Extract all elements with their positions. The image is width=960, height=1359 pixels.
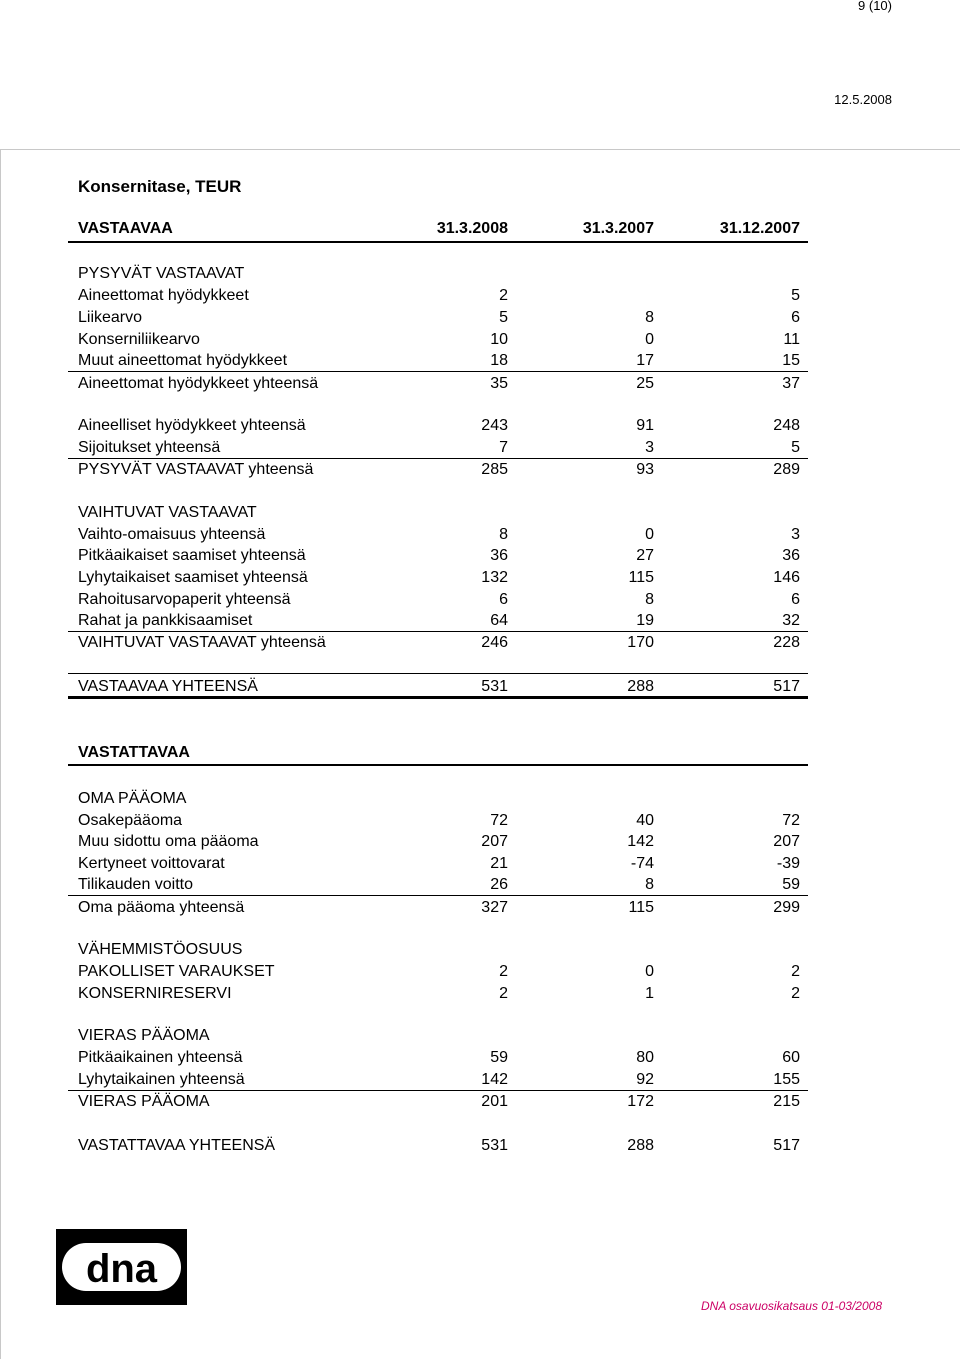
table-row — [78, 983, 808, 1005]
table-row — [78, 831, 808, 853]
row-value-2: 8 — [645, 591, 654, 608]
row-value-3: 37 — [782, 375, 800, 392]
row-label: Muut aineettomat hyödykkeet — [78, 352, 288, 369]
row-value-3: 11 — [783, 331, 800, 348]
section-heading — [78, 1025, 808, 1047]
row-value-2: 93 — [636, 461, 654, 478]
table-row — [78, 810, 808, 832]
debt-heading: VIERAS PÄÄOMA — [78, 1027, 210, 1044]
row-value-1: 36 — [490, 547, 508, 564]
row-value-2: 172 — [627, 1093, 654, 1110]
table-row — [78, 437, 808, 459]
table-header — [78, 218, 808, 240]
row-value-3: 517 — [773, 1137, 800, 1154]
row-value-1: 26 — [490, 876, 508, 893]
row-value-3: 2 — [791, 963, 800, 980]
row-label: Aineettomat hyödykkeet yhteensä — [78, 375, 319, 392]
row-label: VASTATTAVAA YHTEENSÄ — [78, 1137, 276, 1154]
row-value-2: 0 — [645, 331, 654, 348]
row-value-2: 170 — [627, 634, 654, 651]
header-label: VASTAAVAA — [78, 220, 173, 237]
current-assets-heading: VAIHTUVAT VASTAAVAT — [78, 504, 257, 521]
row-value-1: 21 — [490, 855, 508, 872]
total-row — [78, 676, 808, 698]
row-value-1: 531 — [481, 1137, 508, 1154]
row-label: Kertyneet voittovarat — [78, 855, 225, 872]
logo-text: dna — [85, 1247, 158, 1291]
row-value-3: 3 — [791, 526, 800, 543]
section-heading — [78, 939, 808, 961]
row-value-3: 72 — [782, 812, 800, 829]
row-value-1: 6 — [499, 591, 508, 608]
row-label: Aineettomat hyödykkeet — [78, 287, 249, 304]
row-value-2: 17 — [636, 352, 654, 369]
table-row — [78, 524, 808, 546]
table-row — [78, 329, 808, 351]
row-value-3: 15 — [782, 352, 800, 369]
row-label: Pitkäaikaiset saamiset yhteensä — [78, 547, 306, 564]
row-value-2: 1 — [645, 985, 654, 1002]
table-row — [78, 415, 808, 437]
header-rule — [68, 764, 808, 766]
header-col-1: 31.3.2008 — [436, 220, 508, 237]
row-value-2: 91 — [636, 417, 654, 434]
minority-heading: VÄHEMMISTÖOSUUS — [78, 941, 243, 958]
row-value-1: 72 — [490, 812, 508, 829]
row-value-3: 215 — [773, 1093, 800, 1110]
row-value-1: 207 — [481, 833, 508, 850]
total-rule-top — [68, 673, 808, 674]
row-value-3: 207 — [773, 833, 800, 850]
section-heading — [78, 788, 808, 810]
row-label: Sijoitukset yhteensä — [78, 439, 221, 456]
row-value-1: 5 — [499, 309, 508, 326]
row-value-1: 18 — [490, 352, 508, 369]
row-label: Konserniliikearvo — [78, 331, 200, 348]
row-label: Osakepääoma — [78, 812, 183, 829]
row-value-2: 92 — [636, 1071, 654, 1088]
footer-text: DNA osavuosikatsaus 01-03/2008 — [701, 1299, 882, 1313]
row-label: Lyhytaikainen yhteensä — [78, 1071, 245, 1088]
table-row — [78, 567, 808, 589]
subtotal-row — [78, 373, 808, 395]
row-value-3: 5 — [791, 287, 800, 304]
row-label: Tilikauden voitto — [78, 876, 194, 893]
table-row — [78, 350, 808, 372]
row-label: Aineelliset hyödykkeet yhteensä — [78, 417, 306, 434]
total-row — [78, 1135, 808, 1157]
row-value-1: 531 — [481, 678, 508, 695]
row-value-2: 40 — [636, 812, 654, 829]
subtotal-row — [78, 1091, 808, 1113]
row-value-1: 243 — [481, 417, 508, 434]
row-value-1: 7 — [499, 439, 508, 456]
table-row — [78, 961, 808, 983]
row-value-1: 142 — [481, 1071, 508, 1088]
row-value-1: 2 — [499, 287, 508, 304]
total-rule-bottom — [68, 696, 808, 699]
subtotal-row — [78, 897, 808, 919]
subtotal-rule — [68, 371, 808, 372]
row-value-3: 36 — [782, 547, 800, 564]
row-value-3: 248 — [773, 417, 800, 434]
row-label: VASTAAVAA YHTEENSÄ — [78, 678, 258, 695]
row-label: Pitkäaikainen yhteensä — [78, 1049, 243, 1066]
row-value-3: 5 — [791, 439, 800, 456]
row-value-3: 517 — [773, 678, 800, 695]
row-label: Rahat ja pankkisaamiset — [78, 612, 253, 629]
row-value-2: 25 — [636, 375, 654, 392]
table-row — [78, 853, 808, 875]
row-value-3: 60 — [782, 1049, 800, 1066]
row-value-3: 146 — [773, 569, 800, 586]
row-value-2: 115 — [628, 899, 654, 916]
page-number: 9 (10) — [858, 0, 892, 13]
table-row — [78, 589, 808, 611]
liabilities-heading: VASTATTAVAA — [78, 744, 190, 761]
equity-heading: OMA PÄÄOMA — [78, 790, 187, 807]
section-heading — [78, 263, 808, 285]
header-rule — [68, 241, 808, 243]
subtotal-row — [78, 459, 808, 481]
row-value-3: 32 — [782, 612, 800, 629]
row-value-2: -74 — [630, 855, 654, 872]
row-value-1: 35 — [490, 375, 508, 392]
row-value-3: 228 — [773, 634, 800, 651]
table-row — [78, 285, 808, 307]
row-value-1: 64 — [490, 612, 508, 629]
row-value-2: 0 — [645, 526, 654, 543]
row-label: Oma pääoma yhteensä — [78, 899, 245, 916]
row-value-2: 288 — [627, 678, 654, 695]
dna-logo — [56, 1229, 187, 1305]
row-value-1: 285 — [481, 461, 508, 478]
row-value-2: 27 — [636, 547, 654, 564]
table-row — [78, 545, 808, 567]
row-value-1: 2 — [499, 985, 508, 1002]
row-value-3: 6 — [791, 591, 800, 608]
table-row — [78, 610, 808, 632]
subtotal-rule — [68, 895, 808, 896]
row-value-1: 327 — [481, 899, 508, 916]
row-label: VIERAS PÄÄOMA — [78, 1093, 210, 1110]
header-col-2: 31.3.2007 — [582, 220, 654, 237]
row-label: Muu sidottu oma pääoma — [78, 833, 259, 850]
dna-logo-mark — [56, 1229, 187, 1305]
liabilities-header — [78, 742, 808, 764]
row-value-3: 289 — [773, 461, 800, 478]
row-value-1: 8 — [499, 526, 508, 543]
row-label: Liikearvo — [78, 309, 143, 326]
row-value-2: 142 — [627, 833, 654, 850]
row-value-2: 115 — [628, 569, 654, 586]
row-value-2: 80 — [636, 1049, 654, 1066]
row-label: Vaihto-omaisuus yhteensä — [78, 526, 266, 543]
table-row — [78, 307, 808, 329]
row-value-3: 2 — [791, 985, 800, 1002]
row-value-1: 246 — [481, 634, 508, 651]
row-label: VAIHTUVAT VASTAAVAT yhteensä — [78, 634, 326, 651]
table-row — [78, 1047, 808, 1069]
row-value-3: -39 — [776, 855, 800, 872]
row-value-3: 59 — [782, 876, 800, 893]
row-value-1: 2 — [499, 963, 508, 980]
table-row — [78, 874, 808, 896]
row-value-1: 10 — [490, 331, 508, 348]
row-label: PYSYVÄT VASTAAVAT yhteensä — [78, 461, 314, 478]
row-value-2: 8 — [645, 309, 654, 326]
frame-line-top — [0, 149, 960, 150]
table-row — [78, 1069, 808, 1091]
row-value-1: 59 — [490, 1049, 508, 1066]
page-title: Konsernitase, TEUR — [78, 177, 242, 196]
report-date: 12.5.2008 — [834, 92, 892, 107]
row-value-1: 132 — [481, 569, 508, 586]
row-label: Lyhytaikaiset saamiset yhteensä — [78, 569, 308, 586]
row-value-3: 155 — [773, 1071, 800, 1088]
fixed-assets-heading: PYSYVÄT VASTAAVAT — [78, 265, 245, 282]
row-label: KONSERNIRESERVI — [78, 985, 232, 1002]
row-label: Rahoitusarvopaperit yhteensä — [78, 591, 291, 608]
row-value-2: 3 — [645, 439, 654, 456]
section-heading — [78, 502, 808, 524]
subtotal-row — [78, 632, 808, 654]
row-value-2: 19 — [636, 612, 654, 629]
row-value-2: 0 — [645, 963, 654, 980]
row-label: PAKOLLISET VARAUKSET — [78, 963, 275, 980]
row-value-1: 201 — [481, 1093, 508, 1110]
row-value-3: 299 — [773, 899, 800, 916]
frame-line-left — [0, 149, 1, 1359]
row-value-2: 8 — [645, 876, 654, 893]
row-value-2: 288 — [627, 1137, 654, 1154]
header-col-3: 31.12.2007 — [719, 220, 800, 237]
row-value-3: 6 — [791, 309, 800, 326]
